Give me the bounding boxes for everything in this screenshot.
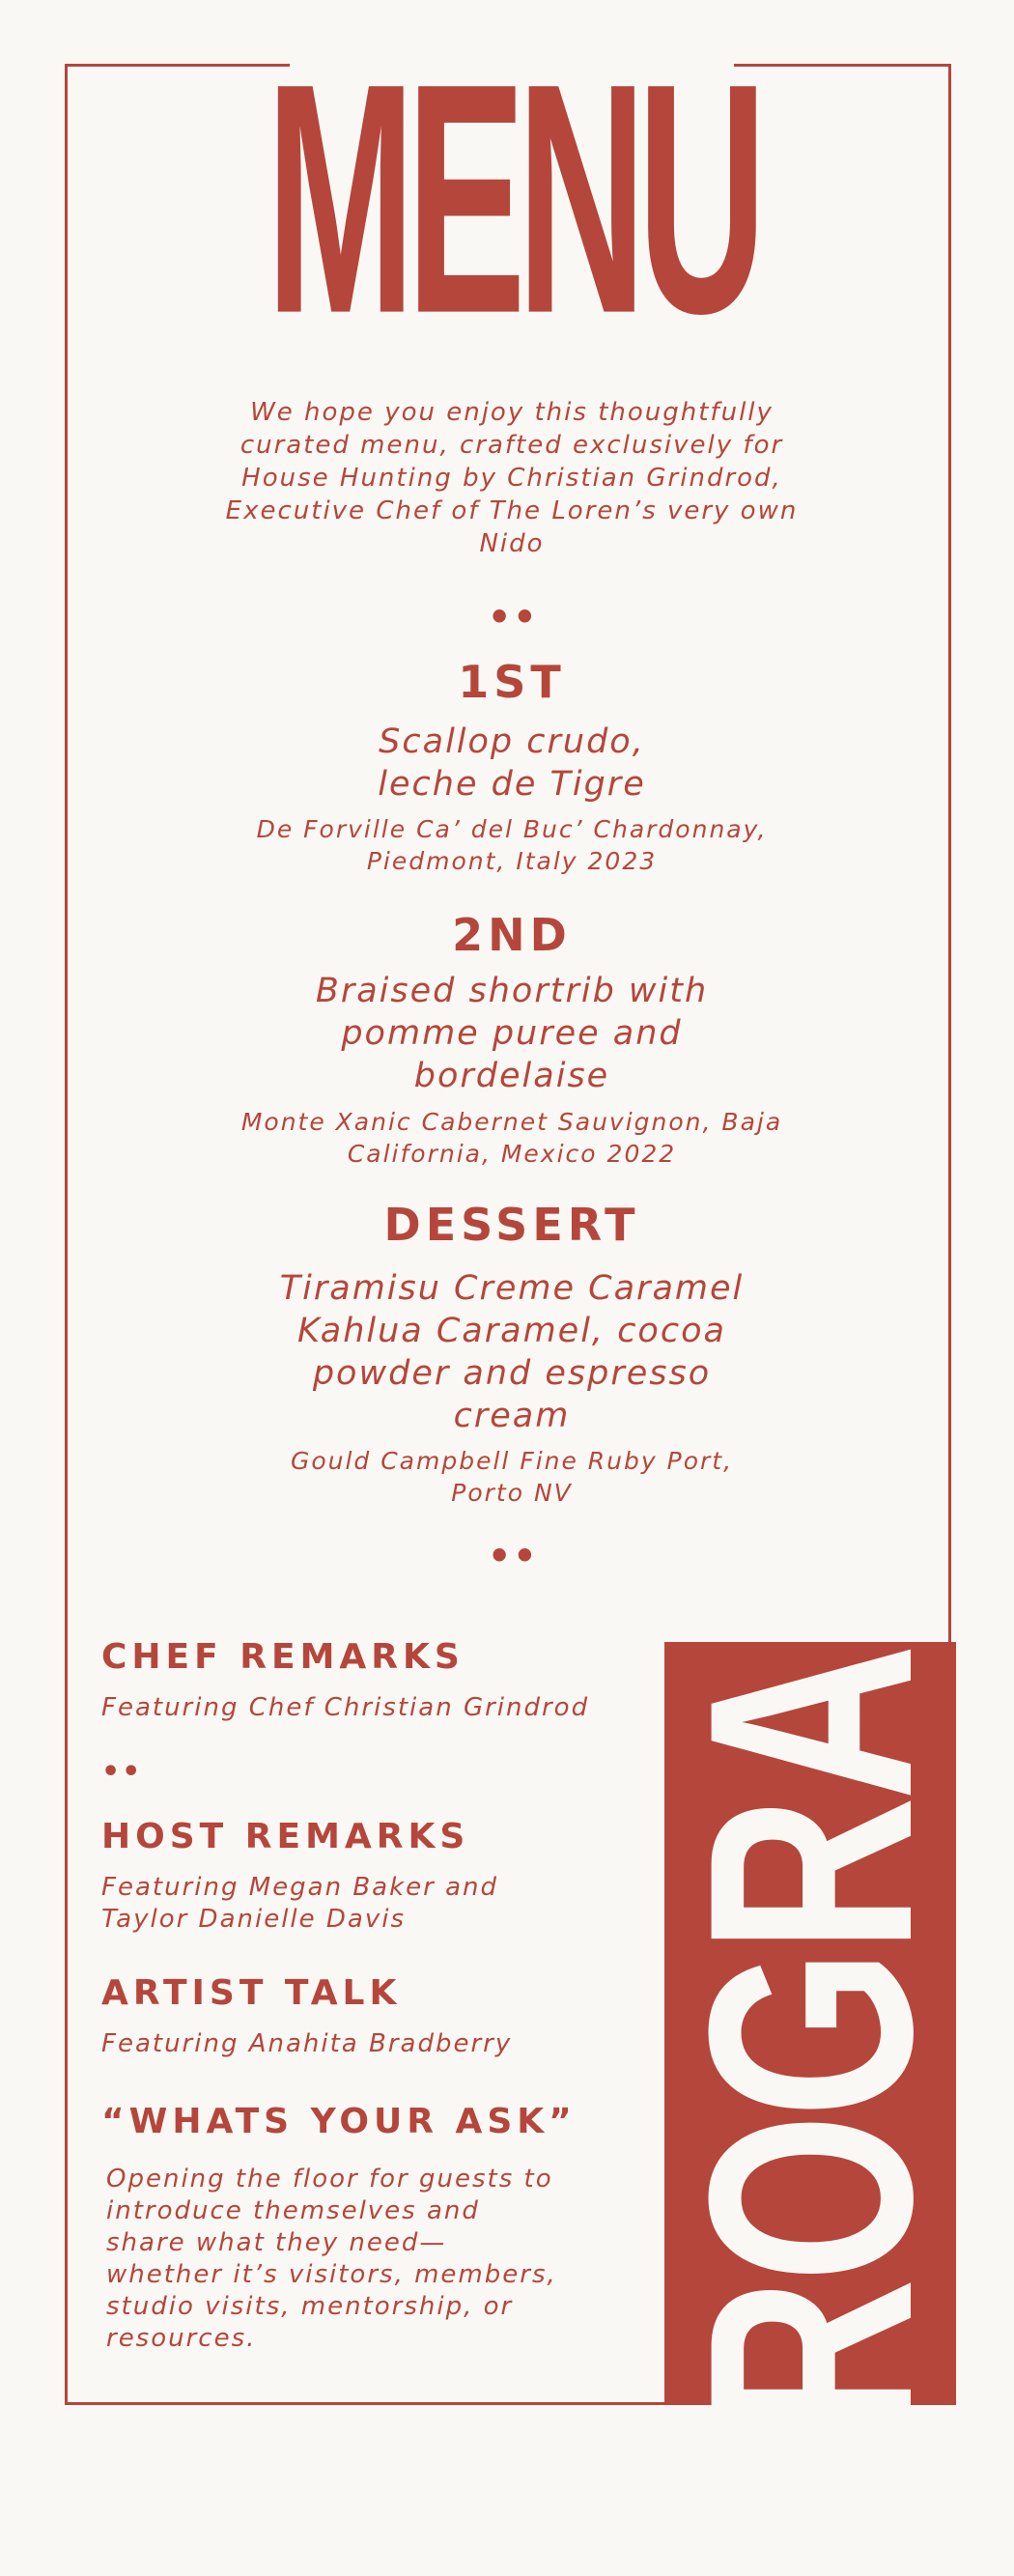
- course-dish-1st: Scallop crudo, leche de Tigre: [378, 722, 646, 804]
- course-wine-dessert: Gould Campbell Fine Ruby Port, Porto NV: [290, 1447, 734, 1507]
- program-sub-chef-remarks: Featuring Chef Christian Grindrod: [101, 1693, 590, 1722]
- program-sub-host-remarks: Featuring Megan Baker and Taylor Danielle Davis: [101, 1873, 499, 1934]
- program-title-text: PROGRAM: [648, 1471, 972, 2576]
- program-title: [648, 1471, 972, 2576]
- program-sub-artist-talk: Featuring Anahita Bradberry: [101, 2029, 513, 2058]
- menu-intro: We hope you enjoy this thoughtfully curated menu, crafted exclusively for House Hunting by Christian Grindrod, Executive Chef of The Loren’s very own Nido: [225, 398, 799, 558]
- course-dish-2nd: Braised shortrib with pomme puree and bordelaise: [315, 972, 709, 1095]
- course-heading-1st: 1ST: [458, 656, 566, 708]
- course-wine-2nd: Monte Xanic Cabernet Sauvignon, Baja California, Mexico 2022: [240, 1108, 783, 1168]
- program-heading-artist-talk: ARTIST TALK: [101, 1973, 402, 2013]
- course-dish-dessert: Tiramisu Creme Caramel Kahlua Caramel, cocoa powder and espresso cream: [279, 1269, 745, 1435]
- course-heading-2nd: 2ND: [452, 909, 572, 961]
- course-heading-dessert: DESSERT: [383, 1199, 640, 1251]
- program-heading-whats-your-ask: “WHATS YOUR ASK”: [101, 2102, 577, 2141]
- program-sub-whats-your-ask: Opening the floor for guests to introduce themselves and share what they need—whether it’s visitors, members, studio visits, mentorship, or resources.: [106, 2165, 557, 2353]
- menu-title-text: MENU: [266, 14, 758, 382]
- menu-title: [266, 14, 758, 382]
- course-wine-1st: De Forville Ca’ del Buc’ Chardonnay, Piedmont, Italy 2023: [256, 815, 768, 875]
- divider-dots: ••: [101, 1755, 143, 1789]
- divider-dots: ••: [488, 596, 539, 638]
- divider-dots: ••: [488, 1535, 539, 1577]
- program-heading-chef-remarks: CHEF REMARKS: [101, 1637, 465, 1677]
- program-heading-host-remarks: HOST REMARKS: [101, 1817, 470, 1856]
